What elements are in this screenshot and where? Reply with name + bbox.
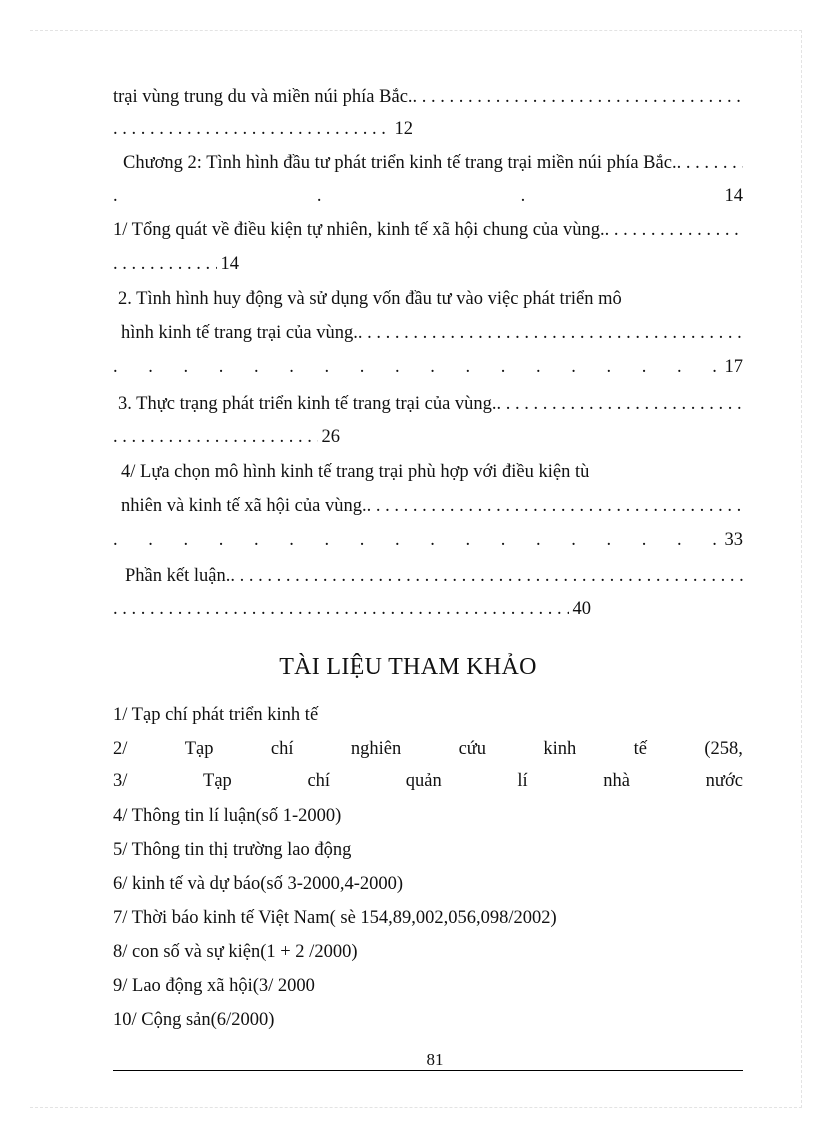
toc-entry-text: nhiên và kinh tế xã hội của vùng. <box>121 496 367 516</box>
reference-item-8: 8/ con số và sự kiện(1 + 2 /2000) <box>113 942 358 962</box>
dot-leader <box>113 425 318 449</box>
toc-section-1-page-line <box>113 252 239 276</box>
reference-word: cứu <box>458 739 487 759</box>
toc-entry-text: 3. Thực trạng phát triển kinh tế trang trại của vùng. <box>118 394 497 414</box>
toc-entry-section-3 <box>118 392 743 416</box>
toc-entry-section-2-line1: 2. Tình hình huy động và sử dụng vốn đầu tư vào việc phát triển mô <box>118 289 622 309</box>
reference-word: kinh <box>543 739 577 759</box>
toc-entry-conclusion <box>125 564 743 588</box>
reference-word: nhà <box>603 771 631 791</box>
reference-word: lí <box>517 771 528 791</box>
dot-leader <box>413 85 743 109</box>
toc-entry-ch1-end <box>113 85 743 109</box>
toc-entry-section-4-line2 <box>121 494 743 518</box>
toc-section-4-page-line <box>113 528 743 552</box>
reference-word: Tạp <box>184 739 214 759</box>
reference-item-6: 6/ kinh tế và dự báo(số 3-2000,4-2000) <box>113 874 404 894</box>
toc-page-number: 14 <box>220 254 239 274</box>
toc-entry-text: hình kinh tế trang trại của vùng. <box>121 323 358 343</box>
reference-item-5: 5/ Thông tin thị trường lao động <box>113 840 352 860</box>
page-number: 81 <box>426 1050 444 1069</box>
dot-leader <box>113 117 391 141</box>
reference-word: chí <box>307 771 331 791</box>
reference-word: nước <box>705 771 743 791</box>
toc-entry-text: Phần kết luận. <box>125 566 231 586</box>
dot: . <box>113 186 118 206</box>
toc-entry-section-2-line2 <box>121 321 743 345</box>
reference-item-10: 10/ Cộng sản(6/2000) <box>113 1010 275 1030</box>
dot: . <box>316 186 322 206</box>
toc-chapter-2-page-line <box>113 184 743 208</box>
toc-section-3-page-line <box>113 425 340 449</box>
reference-word: 3/ <box>113 771 128 791</box>
dot-leader <box>677 151 743 175</box>
toc-entry-text: Chương 2: Tình hình đầu tư phát triển kinh tế trang trại miền núi phía Bắc. <box>123 153 677 173</box>
dot-leader <box>367 494 743 518</box>
dot-leader <box>358 321 743 345</box>
reference-item-4: 4/ Thông tin lí luận(số 1-2000) <box>113 806 342 826</box>
dot-leader <box>113 597 569 621</box>
footer-rule <box>113 1070 743 1071</box>
dot-leader <box>230 564 743 588</box>
reference-word: (258, <box>704 739 743 759</box>
references-title: TÀI LIỆU THAM KHẢO <box>279 654 537 680</box>
reference-item-3 <box>113 769 743 793</box>
reference-word: 2/ <box>113 739 128 759</box>
toc-page-number: 33 <box>724 530 743 550</box>
reference-item-1: 1/ Tạp chí phát triển kinh tế <box>113 705 319 725</box>
reference-word: Tạp <box>203 771 232 791</box>
dot-leader <box>113 355 721 379</box>
toc-entry-chapter-2 <box>123 151 743 175</box>
dot: . <box>520 186 526 206</box>
toc-entry-section-1 <box>113 218 743 242</box>
reference-word: quản <box>405 771 442 791</box>
dot-leader <box>113 252 217 276</box>
toc-page-number: 12 <box>394 119 413 139</box>
reference-item-9: 9/ Lao động xã hội(3/ 2000 <box>113 976 315 996</box>
toc-entry-text: 1/ Tổng quát về điều kiện tự nhiên, kinh tế xã hội chung của vùng. <box>113 220 605 240</box>
toc-conclusion-page-line <box>113 597 591 621</box>
reference-item-2 <box>113 737 743 761</box>
toc-page-number: 26 <box>321 427 340 447</box>
toc-entry-section-4-line1: 4/ Lựa chọn mô hình kinh tế trang trại phù hợp với điều kiện tù <box>121 462 590 482</box>
toc-section-2-page-line <box>113 355 743 379</box>
toc-entry-ch1-page-line <box>113 117 413 141</box>
toc-entry-text: trại vùng trung du và miền núi phía Bắc. <box>113 87 413 107</box>
toc-page-number: 14 <box>724 186 743 206</box>
dot-leader <box>113 528 721 552</box>
dot-leader <box>605 218 743 242</box>
reference-word: chí <box>270 739 294 759</box>
toc-page-number: 40 <box>572 599 591 619</box>
reference-word: tế <box>633 739 648 759</box>
reference-item-7: 7/ Thời báo kinh tế Việt Nam( sè 154,89,002,056,098/2002) <box>113 908 557 928</box>
dot-leader <box>497 392 743 416</box>
reference-word: nghiên <box>350 739 402 759</box>
toc-page-number: 17 <box>724 357 743 377</box>
